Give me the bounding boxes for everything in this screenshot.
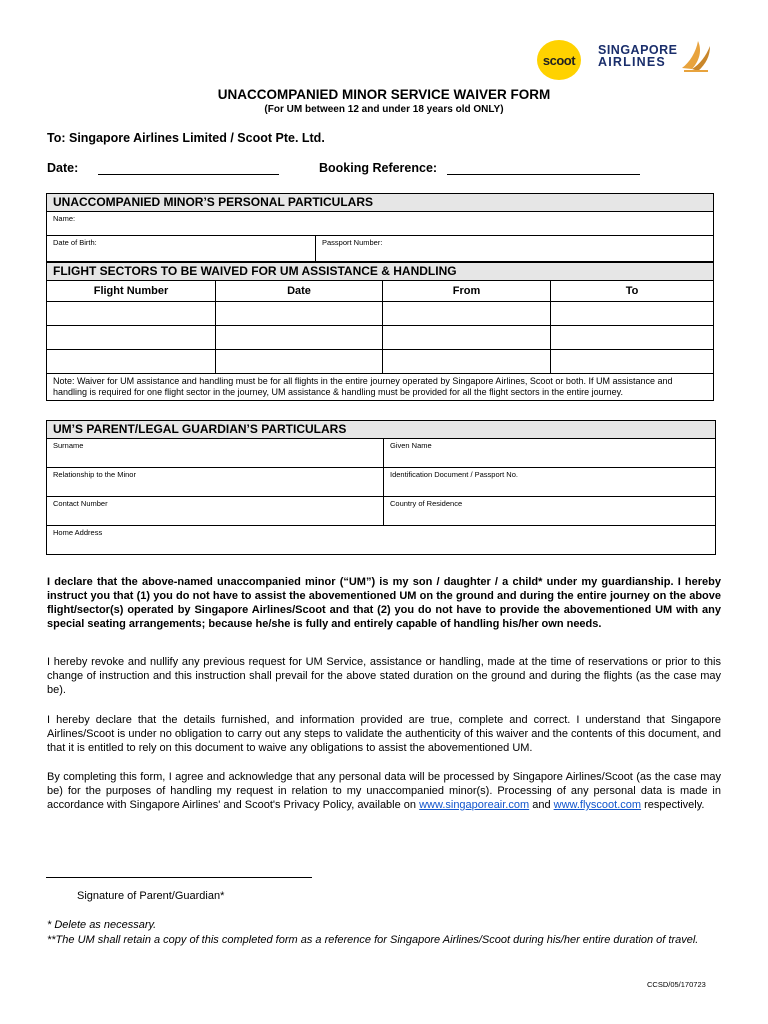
home-address-label: Home Address: [53, 528, 103, 537]
date-row: [47, 161, 279, 175]
to-cell[interactable]: [551, 302, 714, 326]
col-flight-number: Flight Number: [47, 281, 216, 302]
waiver-note: Note: Waiver for UM assistance and handling must be for all flights in the entire journey operated by Singapore Airlines, Scoot or both. If UM assistance and handling is required for one flight sector in the journey, UM assistance & handling must be provided for all the flight sectors in the entire journey.: [47, 374, 714, 401]
surname-field[interactable]: [47, 439, 384, 468]
col-from: From: [383, 281, 551, 302]
date-cell[interactable]: [216, 350, 383, 374]
form-title: UNACCOMPANIED MINOR SERVICE WAIVER FORM: [217, 87, 551, 102]
home-address-field[interactable]: [47, 526, 716, 555]
dob-label: Date of Birth:: [53, 238, 97, 247]
scoot-logo-text: scoot: [542, 52, 576, 68]
booking-label: Booking Reference:: [319, 161, 438, 175]
booking-reference-field[interactable]: [447, 161, 640, 175]
date-field[interactable]: [98, 161, 279, 175]
from-cell[interactable]: [383, 326, 551, 350]
from-cell[interactable]: [383, 350, 551, 374]
flight-cell[interactable]: [47, 326, 216, 350]
country-field[interactable]: [384, 497, 716, 526]
singapore-airlines-logo: [598, 44, 678, 68]
signature-label: Signature of Parent/Guardian*: [77, 890, 225, 902]
footnote-copy: **The UM shall retain a copy of this completed form as a reference for Singapore Airlines/Scoot during his/her entire duration of travel.: [47, 934, 699, 946]
respectively-text: respectively.: [644, 799, 705, 811]
to-cell[interactable]: [551, 326, 714, 350]
date-label: Date:: [47, 161, 79, 175]
revoke-paragraph: I hereby revoke and nullify any previous request for UM Service, assistance or handling, made at the time of reservations or prior to this change of instruction and this instruction shall prevail for the above stated duration on the ground and during the flights (as the case may be).: [47, 656, 721, 696]
table-row: [47, 326, 714, 350]
relationship-label: Relationship to the Minor: [53, 470, 136, 479]
data-consent-text: By completing this form, I agree and acknowledge that any personal data will be processed by Singapore Airlines/Scoot (as the case may be) for the purposes of handling my request in relation to my unaccompanied minor(s). Processing of any personal data is made in accordance with Singapore Airlines' and Scoot's Privacy Policy, available on: [47, 771, 721, 811]
scoot-logo: [537, 40, 581, 80]
id-document-label: Identification Document / Passport No.: [390, 470, 518, 479]
col-date: Date: [216, 281, 383, 302]
section-heading-guardian: UM’S PARENT/LEGAL GUARDIAN’S PARTICULARS: [47, 421, 716, 439]
surname-label: Surname: [53, 441, 84, 450]
section-heading-minor: UNACCOMPANIED MINOR’S PERSONAL PARTICULARS: [47, 194, 714, 212]
sia-logo-line2: AIRLINES: [598, 55, 666, 69]
flight-cell[interactable]: [47, 350, 216, 374]
and-text: and: [532, 799, 551, 811]
sia-logo-line1: SINGAPORE: [598, 43, 678, 57]
singaporeair-link[interactable]: www.singaporeair.com: [419, 799, 530, 811]
id-document-field[interactable]: [384, 468, 716, 497]
dob-field[interactable]: [47, 236, 316, 262]
document-code: CCSD/05/170723: [647, 980, 706, 989]
to-cell[interactable]: [551, 350, 714, 374]
sia-bird-icon: [678, 38, 714, 74]
relationship-field[interactable]: [47, 468, 384, 497]
name-label: Name:: [53, 214, 76, 223]
passport-label: Passport Number:: [322, 238, 383, 247]
minor-particulars-table: [46, 193, 714, 262]
declaration-paragraph: [47, 575, 721, 631]
contact-number-field[interactable]: [47, 497, 384, 526]
booking-row: [319, 161, 640, 175]
declare-paragraph: I hereby declare that the details furnished, and information provided are true, complete and correct. I understand that Singapore Airlines/Scoot is under no obligation to carry out any steps to validate the authenticity of this waiver and the contents of this document, and that it is entitled to rely on this document to waive any obligations to assist the abovementioned UM.: [47, 714, 721, 754]
name-field[interactable]: [47, 212, 714, 236]
table-row: [47, 350, 714, 374]
section-heading-flights: FLIGHT SECTORS TO BE WAIVED FOR UM ASSISTANCE & HANDLING: [47, 263, 714, 281]
given-name-label: Given Name: [390, 441, 432, 450]
flyscoot-link[interactable]: www.flyscoot.com: [553, 799, 642, 811]
footnote-delete: * Delete as necessary.: [47, 919, 157, 931]
date-cell[interactable]: [216, 302, 383, 326]
passport-field[interactable]: [316, 236, 714, 262]
from-cell[interactable]: [383, 302, 551, 326]
form-subtitle: (For UM between 12 and under 18 years old ONLY): [264, 104, 504, 115]
guardian-particulars-table: [46, 420, 716, 555]
addressee-line: To: Singapore Airlines Limited / Scoot Pte. Ltd.: [47, 131, 325, 145]
flight-cell[interactable]: [47, 302, 216, 326]
date-cell[interactable]: [216, 326, 383, 350]
given-name-field[interactable]: [384, 439, 716, 468]
signature-line[interactable]: [46, 877, 312, 878]
country-label: Country of Residence: [390, 499, 463, 508]
table-row: [47, 302, 714, 326]
declaration-text: I declare that the above-named unaccompanied minor (“UM”) is my son / daughter / a child* under my guardianship. I hereby instruct you that (1) you do not have to assist the abovementioned UM on the ground and during the entire journey on the above flight/sector(s) operated by Singapore Airlines/Scoot and that (2) you do not have to provide the abovementioned UM with any special seating arrangements; because he/she is fully and entirely capable of handling his/her own needs.: [47, 576, 721, 630]
col-to: To: [551, 281, 714, 302]
flight-sectors-table: [46, 262, 714, 401]
contact-number-label: Contact Number: [53, 499, 108, 508]
data-consent-paragraph: [47, 770, 721, 812]
